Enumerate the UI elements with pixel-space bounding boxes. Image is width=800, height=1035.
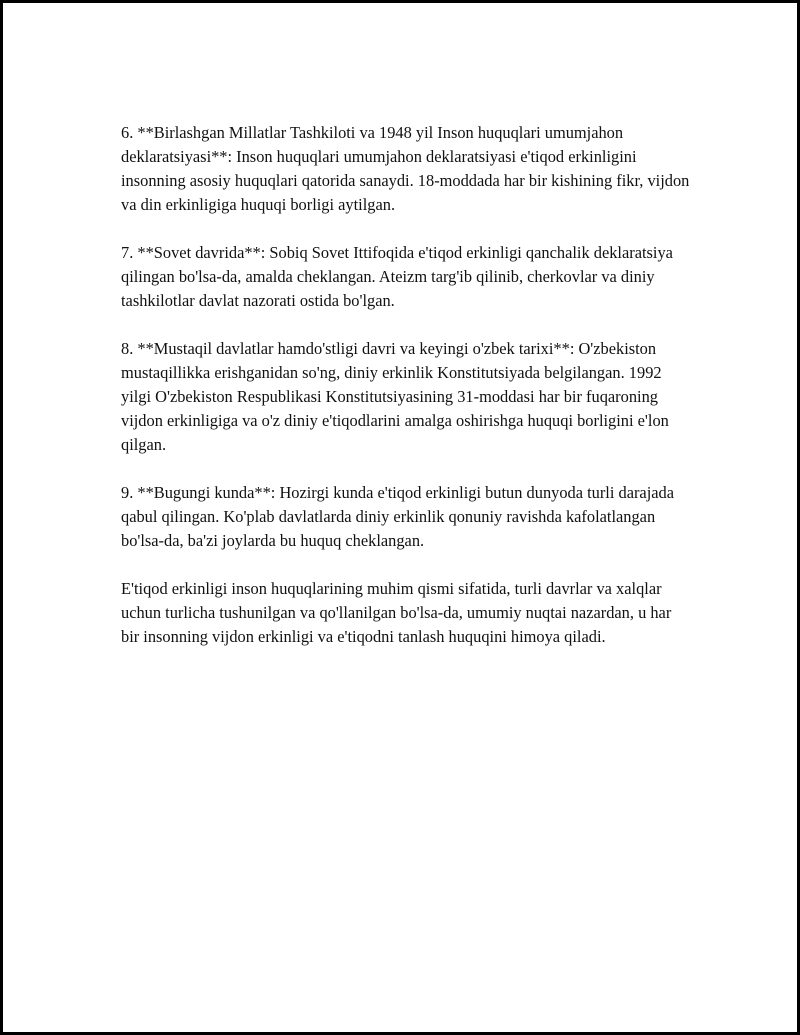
paragraph-item-8: 8. **Mustaqil davlatlar hamdo'stligi davri va keyingi o'zbek tarixi**: O'zbekiston mustaqillikka erishganidan so'ng, diniy erkinlik Konstitutsiyada belgilangan. 1992 yilgi O'zbekiston Respublikasi Konstitutsiyasining 31-moddasi har bir fuqaroning vijdon erkinligiga va o'z diniy e'tiqodlarini amalga oshirishga huquqi borligini e'lon qilgan. bbox=[121, 339, 669, 454]
paragraph-conclusion: E'tiqod erkinligi inson huquqlarining muhim qismi sifatida, turli davrlar va xalqlar uchun turlicha tushunilgan va qo'llanilgan bo'lsa-da, umumiy nuqtai nazardan, u har bir insonning vijdon erkinligi va e'tiqodni tanlash huquqini himoya qiladi. bbox=[121, 579, 672, 646]
document-body bbox=[121, 121, 691, 673]
paragraph-item-7: 7. **Sovet davrida**: Sobiq Sovet Ittifoqida e'tiqod erkinligi qanchalik deklaratsiya qilingan bo'lsa-da, amalda cheklangan. Ateizm targ'ib qilinib, cherkovlar va diniy tashkilotlar davlat nazorati ostida bo'lgan. bbox=[121, 243, 673, 310]
paragraph-item-6: 6. **Birlashgan Millatlar Tashkiloti va 1948 yil Inson huquqlari umumjahon deklaratsiyasi**: Inson huquqlari umumjahon deklaratsiyasi e'tiqod erkinligini insonning asosiy huquqlari qatorida sanaydi. 18-moddada har bir kishining fikr, vijdon va din erkinligiga huquqi borligi aytilgan. bbox=[121, 123, 690, 214]
paragraph-item-9: 9. **Bugungi kunda**: Hozirgi kunda e'tiqod erkinligi butun dunyoda turli darajada qabul qilingan. Ko'plab davlatlarda diniy erkinlik qonuniy ravishda kafolatlangan bo'lsa-da, ba'zi joylarda bu huquq cheklangan. bbox=[121, 483, 675, 550]
